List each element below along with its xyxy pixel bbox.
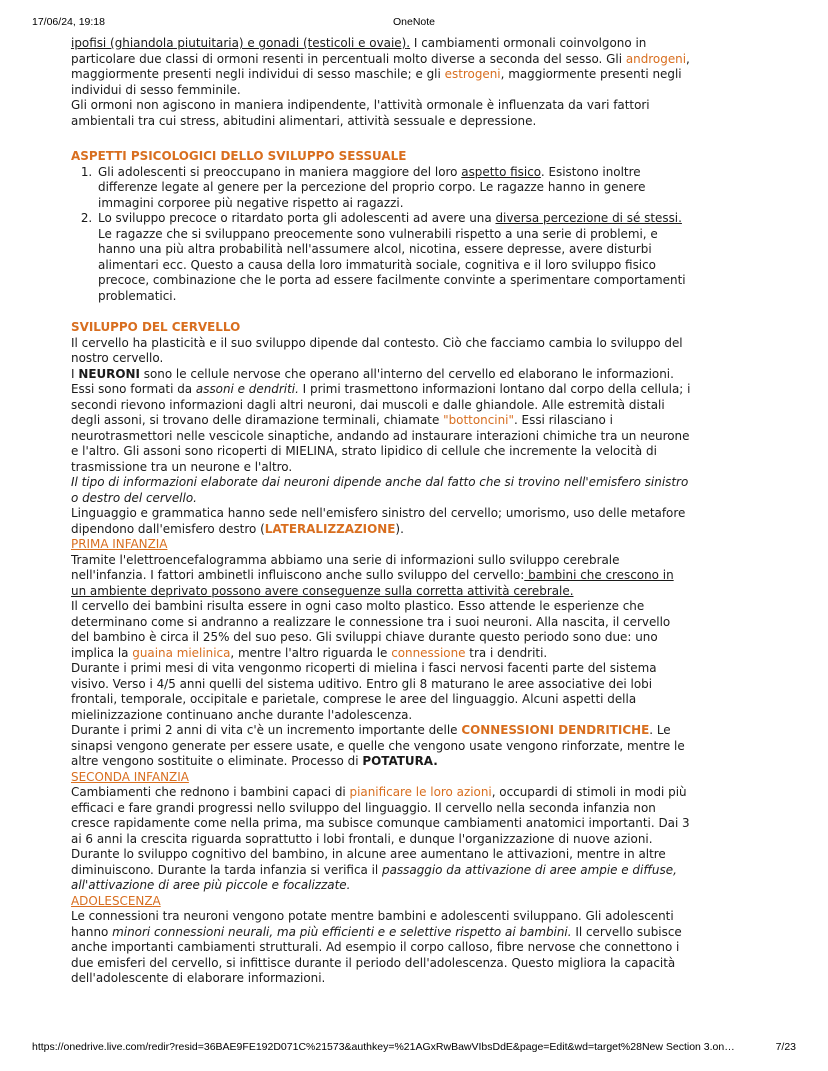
heading-aspetti-psicologici: ASPETTI PSICOLOGICI DELLO SVILUPPO SESSUALE — [71, 149, 407, 163]
text: , mentre l'altro riguarda le — [230, 645, 392, 660]
app-title: OneNote — [392, 16, 436, 28]
highlight-text: connessione — [391, 645, 466, 660]
text: I — [71, 366, 79, 381]
source-url: https://onedrive.live.com/redir?resid=36BAE9FE192D071C%21573&authkey=%21AGxRwBawVIbsDdE&page=Edit&wd=target%28New Section 3.on… — [32, 1041, 735, 1053]
paragraph: Gli ormoni non agiscono in maniera indipendente, l'attività ormonale è influenzata da vari fattori ambientali tra cui stress, abitudini alimentari, attività sessuale e depressione. — [71, 98, 650, 128]
subheading-adolescenza: ADOLESCENZA — [71, 893, 161, 908]
print-footer — [0, 1041, 828, 1055]
print-header — [0, 16, 828, 30]
paragraph — [71, 475, 691, 506]
paragraph — [71, 36, 691, 98]
paragraph — [71, 723, 691, 770]
italic-text: passaggio da attivazione di aree ampie e diffuse, all'attivazione di aree più piccole e focalizzate. — [71, 862, 677, 892]
text: I primi trasmettono informazioni lontano dal corpo della cellula; i secondi rievono informazioni dagli altri neuroni, dai muscoli e dalle ghiandole. Alle estremità distali degli assoni, si trovano delle diramazione terminali, chiamate — [71, 382, 691, 427]
print-date: 17/06/24, 19:18 — [32, 16, 105, 28]
underlined-text: ipofisi (ghiandola piutuitaria) e gonadi (testicoli e ovaie) — [71, 36, 407, 50]
text: Cambiamenti che rednono i bambini capaci di — [71, 785, 350, 799]
bold-highlight-text: CONNESSIONI DENDRITICHE — [461, 723, 650, 737]
subheading-seconda-infanzia: SECONDA INFANZIA — [71, 769, 189, 784]
text: I cambiamenti ormonali coinvolgono in particolare due classi di ormoni resenti in percentuali molto diverse a seconda del sesso. Gli — [71, 36, 647, 66]
highlight-androgeni: androgeni — [625, 51, 687, 66]
highlight-text: guaina mielinica — [132, 645, 231, 660]
list-item — [96, 165, 691, 212]
bold-text: NEURONI — [78, 366, 140, 381]
paragraph — [71, 785, 691, 894]
text: . Esistono inoltre differenze legate al genere per la percezione del proprio corpo. Le ragazze hanno in genere immagini corporee più negative rispetto ai ragazzi. — [98, 164, 646, 210]
text: , maggiormente presenti negli individui di sesso maschile; e gli — [71, 51, 690, 81]
text: . Essi rilasciano i neurotrasmettori nelle vescicole sinaptiche, andando ad instaurare interazioni chimiche tra un neurone e l'altro. Gli assoni sono ricoperti di MIELINA, strato lipidico di cellule che incremente la velocità di trasmissione tra un neurone e l'altro. — [71, 413, 690, 474]
text: , maggiormente presenti negli individui di sesso femminile. — [71, 67, 682, 97]
underlined-text: bambini che crescono in un ambiente deprivato possono avere conseguenze sulla corretta attività cerebrale. — [71, 568, 674, 598]
italic-text: assoni e dendriti. — [195, 382, 299, 396]
text: Lo sviluppo precoce o ritardato porta gli adolescenti ad avere una — [98, 211, 496, 225]
text: sono le cellule nervose che operano all'interno del cervello ed elaborano le informazioni. Essi sono formati da — [71, 366, 674, 396]
subheading-prima-infanzia: PRIMA INFANZIA — [71, 537, 168, 551]
underlined-text: diversa percezione di sé stessi. — [495, 211, 682, 225]
numbered-list — [71, 165, 691, 305]
underlined-text: aspetto fisico — [461, 164, 541, 179]
highlight-estrogeni: estrogeni — [444, 67, 501, 81]
page-number: 7/23 — [775, 1041, 796, 1053]
text: Gli adolescenti si preoccupano in maniera maggiore del loro — [98, 164, 462, 179]
text: , occupardi di stimoli in modi più efficaci e fare grandi progressi nello sviluppo del linguaggio. Il cervello nella seconda infanzia non cresce rapidamente come nella prima, ma subisce comunque cambiamenti anatomici importanti. Dai 3 ai 6 anni la crescita riguarda soprattutto i lobi frontali, e dunque l'organizzazione di nuove azioni. Durante lo sviluppo cognitivo del bambino, in alcune aree aumentano le attivazioni, mentre in altre diminuiscono. Durante la tarda infanzia si verifica il — [71, 785, 690, 877]
italic-text: minori connessioni neurali, ma più efficienti e e selettive rispetto ai bambini. — [112, 924, 572, 939]
text: Tramite l'elettroencefalogramma abbiamo una serie di informazioni sullo sviluppo cerebrale nell'infanzia. I fattori ambinetli influiscono anche sullo sviluppo del cervello: — [71, 552, 620, 582]
text: . Le sinapsi vengono generate per essere usate, e quelle che vengono usate vengono rinforzate, mentre le altre vengono sostituite o eliminate. Processo di — [71, 723, 685, 768]
text: ). — [395, 521, 404, 536]
text: tra i dendriti. — [465, 645, 548, 660]
text: Linguaggio e grammatica hanno sede nell'emisfero sinistro del cervello; umorismo, uso delle metafore dipendono dall'emisfero destro ( — [71, 506, 686, 536]
paragraph — [71, 599, 691, 661]
paragraph — [71, 367, 691, 476]
text: Le ragazze che si sviluppano preocemente sono vulnerabili rispetto a una serie di problemi, e hanno una più altra probabilità nell'assumere alcol, nicotina, essere depresse, avere disturbi alimentari ecc. Questo a causa della loro immaturità sociale, cognitiva e il loro sviluppo fisico precoce, combinazione che le porta ad essere facilmente convinte a sperimentare comportamenti problematici. — [98, 226, 686, 303]
paragraph — [71, 909, 691, 987]
paragraph: Il cervello ha plasticità e il suo sviluppo dipende dal contesto. Ciò che facciamo cambia lo sviluppo del nostro cervello. — [71, 335, 683, 365]
highlight-text: "bottoncini" — [443, 413, 514, 427]
text: Il cervello subisce anche importanti cambiamenti strutturali. Ad esempio il corpo calloso, fibre nervose che connettono i due emisferi del cervello, si infittisce durante il periodo dell'adolescenza. Questo migliora la capacità dell'adolescente di elaborare informazioni. — [71, 924, 682, 985]
text: Il cervello dei bambini risulta essere in ogni caso molto plastico. Esso attende le esperienze che determinano come si andranno a realizzare le connessione tra i suoi neuroni. Alla nascita, il cervello del bambino è circa il 25% del suo peso. Gli sviluppi chiave durante questo periodo sono due: uno implica la — [71, 599, 671, 660]
bold-highlight-text: LATERALIZZAZIONE — [264, 521, 396, 536]
text: Durante i primi 2 anni di vita c'è un incremento importante delle — [71, 723, 462, 737]
heading-sviluppo-cervello: SVILUPPO DEL CERVELLO — [71, 320, 241, 334]
italic-text: Il tipo di informazioni elaborate dai neuroni dipende anche dal fatto che si trovino nell'emisfero sinistro o destro del cervello. — [71, 475, 689, 505]
underlined-dot: . — [406, 36, 411, 50]
list-item — [96, 211, 691, 304]
text: Le connessioni tra neuroni vengono potate mentre bambini e adolescenti sviluppano. Gli adolescenti hanno — [71, 909, 674, 939]
bold-text: POTATURA. — [362, 754, 438, 768]
highlight-text: pianificare le loro azioni — [349, 785, 492, 799]
paragraph: Durante i primi mesi di vita vengonmo ricoperti di mielina i fasci nervosi facenti parte del sistema visivo. Verso i 4/5 anni quelli del sistema uditivo. Entro gli 8 maturano le aree associative dei lobi frontali, temporale, occipitale e parietale, comprese le aree del linguaggio. Alcuni aspetti della mielinizzazione continuano anche durante l'adolescenza. — [71, 661, 657, 722]
paragraph — [71, 506, 691, 537]
note-content[interactable] — [71, 36, 691, 987]
paragraph — [71, 553, 691, 600]
